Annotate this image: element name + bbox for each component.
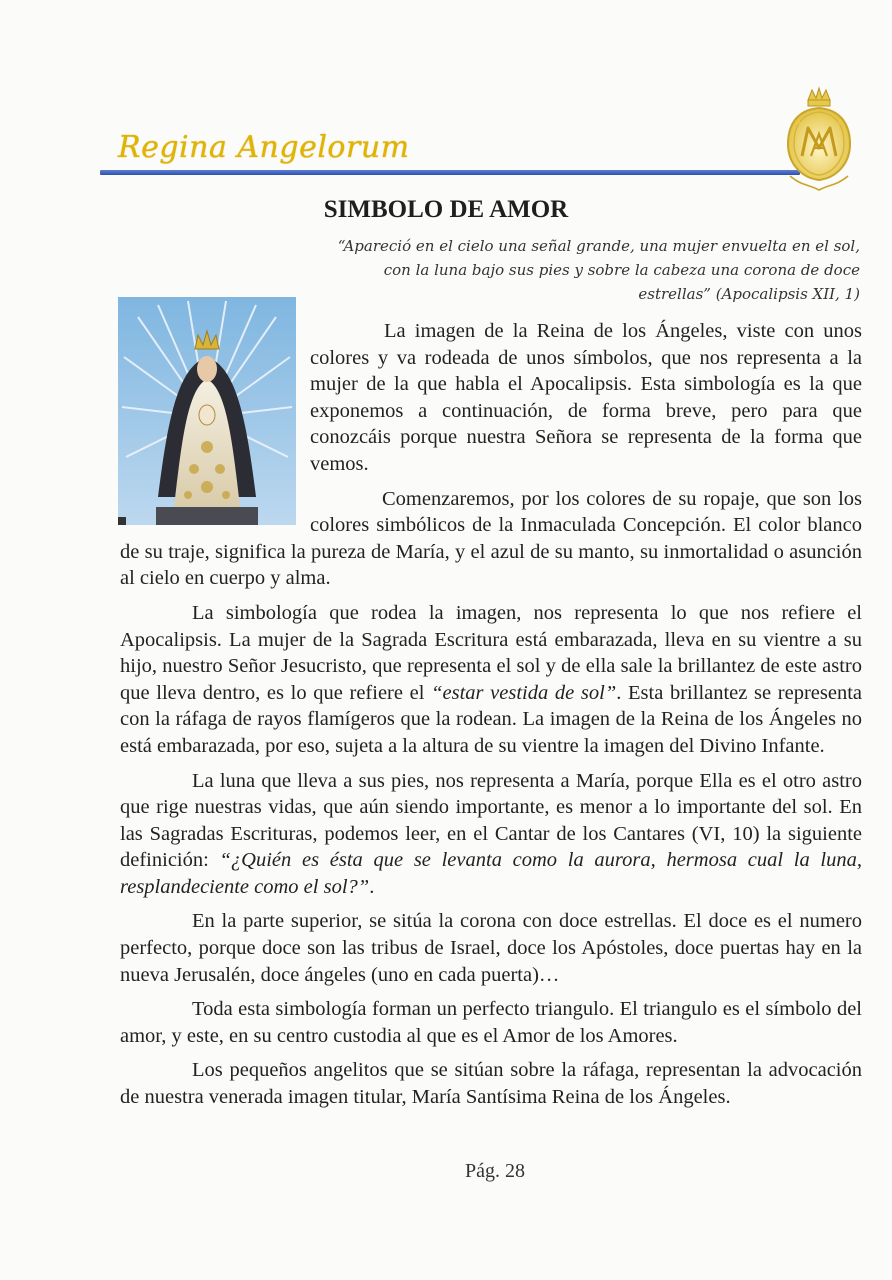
paragraph: La imagen de la Reina de los Ángeles, viste con unos colores y va rodeada de unos símbolos, que nos representa a la mujer de la que habla el Apocalipsis. Esta simbología es la que exponemos a continuación, de forma breve, pero para que conozcáis porque nuestra Señora se representa de la forma que vemos. (310, 320, 862, 475)
paragraph: Los pequeños angelitos que se sitúan sobre la ráfaga, representan la advocación de nuestra venerada imagen titular, María Santísima Reina de los Ángeles. (120, 1059, 862, 1109)
inline-quote: “¿Quién es ésta que se levanta como la aurora, hermosa cual la luna, resplandeciente como el sol?” (120, 849, 863, 898)
article-body (120, 318, 862, 1119)
paragraph: La simbología que rodea la imagen, nos representa lo que nos refiere el Apocalipsis. La mujer de la Sagrada Escritura está embarazada, lleva en su vientre a su hijo, nuestro Señor Jesucristo, que representa el sol y de ella sale la brillantez de este astro que lleva dentro, es lo que refiere el “estar vestida de sol”. Esta brillantez se representa con la ráfaga de rayos flamígeros que la rodean. La imagen de la Reina de los Ángeles no está embarazada, por eso, sujeta a la altura de su vientre la imagen del Divino Infante. (120, 601, 862, 757)
article-title: SIMBOLO DE AMOR (323, 196, 569, 223)
inline-quote: “estar vestida de sol” (431, 681, 617, 704)
paragraph: En la parte superior, se sitúa la corona con doce estrellas. El doce es el numero perfecto, porque doce son las tribus de Israel, doce los Apóstoles, doce puertas hay en la nueva Jerusalén, doce ángeles (uno en cada puerta)… (120, 910, 862, 986)
paragraph: Comenzaremos, por los colores de su ropaje, que son los colores simbólicos de la Inmaculada Concepción. El color blanco de su traje, significa la pureza de María, y el azul de su manto, su inmortalidad o asunción al cielo en cuerpo y alma. (120, 487, 862, 590)
paragraph: Toda esta simbología forman un perfecto triangulo. El triangulo es el símbolo del amor, y este, en su centro custodia al que es el Amor de los Amores. (120, 998, 862, 1047)
page-number: Pág. 28 (465, 1160, 525, 1182)
header-divider (100, 170, 800, 175)
image-float-spacer (120, 318, 310, 530)
epigraph-quote: “Apareció en el cielo una señal grande, una mujer envuelta en el sol, con la luna bajo sus pies y sobre la cabeza una corona de doce estrellas” (Apocalipsis XII, 1) (337, 237, 860, 303)
crowned-marian-monogram-icon (778, 86, 860, 194)
header-title: Regina Angelorum (118, 130, 410, 165)
paragraph: La luna que lleva a sus pies, nos representa a María, porque Ella es el otro astro que rige nuestras vidas, que aún siendo importante, es menor a lo importante del sol. En las Sagradas Escrituras, podemos leer, en el Cantar de los Cantares (VI, 10) la siguiente definición: “¿Quién es ésta que se levanta como la aurora, hermosa cual la luna, resplandeciente como el sol?”. (120, 769, 863, 898)
